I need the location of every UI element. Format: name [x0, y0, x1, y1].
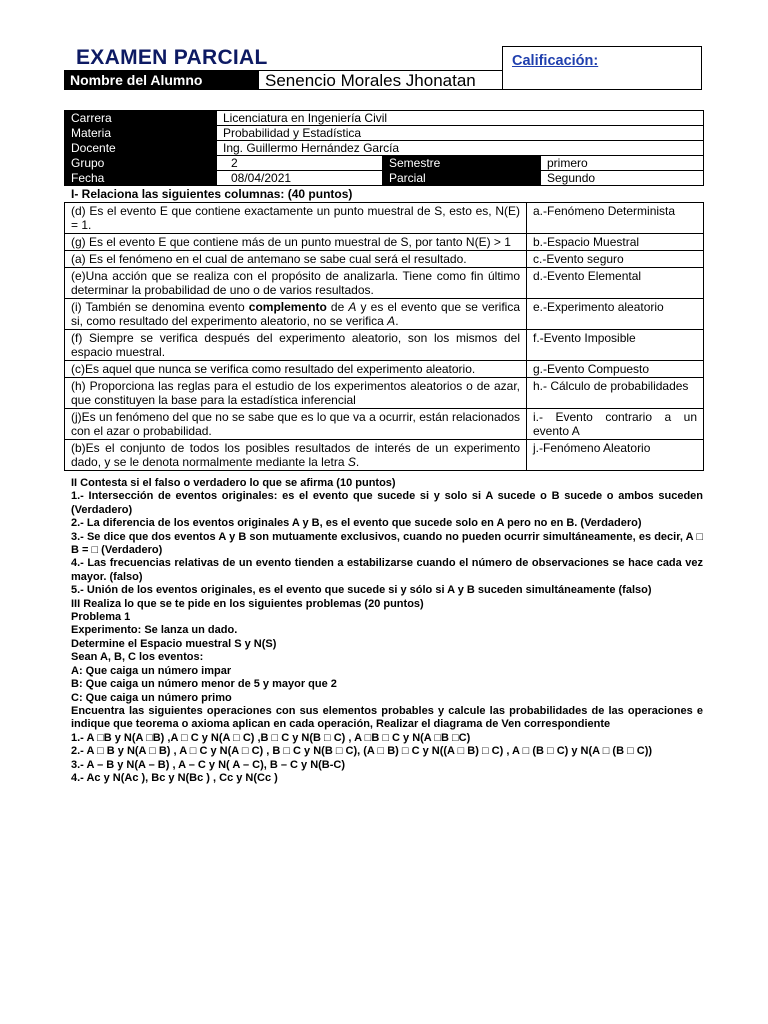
problem-line: C: Que caiga un número primo: [71, 691, 232, 704]
match-row: [65, 378, 704, 409]
def-italic: A: [348, 300, 357, 314]
section3-title: III Realiza lo que se te pide en los siguientes problemas (20 puntos): [71, 597, 424, 610]
problem-line: Problema 1: [71, 611, 131, 624]
problem-line: 2.- A □ B y N(A □ B) , A □ C y N(A □ C) , B □ C y N(B □ C), (A □ B) □ C y N((A □ B) □ C) , A □ (B □ C) y N(A □ (B □ C)): [71, 745, 653, 758]
match-term: a.-Fenómeno Determinista: [527, 203, 704, 234]
docente-value: Ing. Guillermo Hernández García: [217, 141, 704, 156]
tf-item: 4.- Las frecuencias relativas de un evento tienden a estabilizarse cuando el número de observaciones se hace cada vez mayor. (falso): [71, 557, 703, 583]
semestre-value: primero: [541, 156, 704, 171]
match-definition: (g) Es el evento E que contiene más de un punto muestral de S, por tanto N(E) > 1: [65, 234, 527, 251]
problem-line: Determine el Espacio muestral S y N(S): [71, 637, 277, 650]
def-italic: S: [347, 455, 356, 469]
tf-item: 5.- Unión de los eventos originales, es el evento que sucede si y sólo si A y B suceden simultáneamente (falso): [71, 584, 652, 597]
match-row: [65, 203, 704, 234]
def-text: (b)Es el conjunto de todos los posibles resultados de interés de un experimento dado, y se le denota normalmente mediante la letra: [71, 441, 520, 469]
info-row-docente: [65, 141, 704, 156]
materia-value: Probabilidad y Estadística: [217, 126, 704, 141]
match-definition: (f) Siempre se verifica después del experimento aleatorio, son los mismos del espacio muestral.: [65, 330, 527, 361]
def-bold: complemento: [248, 300, 327, 314]
def-text: .: [395, 314, 399, 328]
match-definition: (j)Es un fenómeno del que no se sabe que es lo que va a ocurrir, están relacionados con el azar o probabilidad.: [65, 409, 527, 440]
problem-line: Experimento: Se lanza un dado.: [71, 624, 238, 637]
problem-line: Encuentra las siguientes operaciones con sus elementos probables y calcule las probabilidades de las operaciones e indique que teorema o axioma aplican en cada operación, Realizar el diagrama de Ven correspondiente: [71, 704, 703, 731]
carrera-value: Licenciatura en Ingeniería Civil: [217, 111, 704, 126]
tf-item: 2.- La diferencia de los eventos originales A y B, es el evento que sucede solo en A pero no en B. (Verdadero): [71, 517, 642, 530]
problem-line: 4.- Ac y N(Ac ), Bc y N(Bc ) , Cc y N(Cc ): [71, 771, 278, 784]
def-text: .: [355, 455, 360, 469]
grupo-label: Grupo: [65, 156, 217, 171]
docente-label: Docente: [65, 141, 217, 156]
def-text: de: [326, 300, 349, 314]
def-text: y es el evento que se verifica si, como resultado del experimento aleatorio, no se verifica: [71, 300, 520, 328]
match-definition: [65, 440, 527, 471]
match-term: j.-Fenómeno Aleatorio: [527, 440, 704, 471]
match-definition: (a) Es el fenómeno en el cual de antemano se sabe cual será el resultado.: [65, 251, 527, 268]
parcial-label: Parcial: [383, 171, 541, 186]
match-row: [65, 361, 704, 378]
match-term: e.-Experimento aleatorio: [527, 299, 704, 330]
section1-title: I- Relaciona las siguientes columnas: (40 puntos): [71, 187, 353, 201]
match-row: [65, 299, 704, 330]
match-definition: (c)Es aquel que nunca se verifica como resultado del experimento aleatorio.: [65, 361, 527, 378]
problem-line: 3.- A – B y N(A – B) , A – C y N( A – C), B – C y N(B-C): [71, 758, 346, 771]
match-definition: (e)Una acción que se realiza con el propósito de analizarla. Tiene como fin último determinar la probabilidad de uno o de varios resultados.: [65, 268, 527, 299]
match-term: i.- Evento contrario a un evento A: [527, 409, 704, 440]
match-row: [65, 268, 704, 299]
match-term: g.-Evento Compuesto: [527, 361, 704, 378]
info-row-materia: [65, 126, 704, 141]
info-table: [64, 110, 704, 186]
def-text: (i) También se denomina evento: [71, 300, 249, 314]
section2-title: II Contesta si el falso o verdadero lo que se afirma (10 puntos): [71, 477, 396, 489]
match-term: h.- Cálculo de probabilidades: [527, 378, 704, 409]
questions-block: [71, 477, 703, 785]
info-row-carrera: [65, 111, 704, 126]
fecha-label: Fecha: [65, 171, 217, 186]
info-row-grupo: [65, 156, 704, 171]
match-row: [65, 440, 704, 471]
def-italic: A: [387, 314, 396, 328]
match-row: [65, 409, 704, 440]
match-term: d.-Evento Elemental: [527, 268, 704, 299]
match-definition: [65, 299, 527, 330]
match-term: f.-Evento Imposible: [527, 330, 704, 361]
info-row-fecha: [65, 171, 704, 186]
match-term: b.-Espacio Muestral: [527, 234, 704, 251]
grupo-value: 2: [217, 156, 383, 171]
tf-item: 3.- Se dice que dos eventos A y B son mutuamente exclusivos, cuando no pueden ocurrir simultáneamente, es decir, A □ B = □ (Verdadero): [71, 530, 703, 557]
carrera-label: Carrera: [65, 111, 217, 126]
calificacion-label: Calificación:: [512, 53, 599, 69]
match-definition: (h) Proporciona las reglas para el estudio de los experimentos aleatorios o de azar, que constituyen la base para la estadística inferencial: [65, 378, 527, 409]
tf-item: 1.- Intersección de eventos originales: es el evento que sucede si y solo si A sucede o B sucede o ambos suceden (Verdadero): [71, 490, 703, 516]
match-term: c.-Evento seguro: [527, 251, 704, 268]
match-row: [65, 234, 704, 251]
problem-line: Sean A, B, C los eventos:: [71, 651, 204, 664]
problem-line: B: Que caiga un número menor de 5 y mayor que 2: [71, 678, 337, 691]
problem-line: 1.- A □B y N(A □B) ,A □ C y N(A □ C) ,B □ C y N(B □ C) , A □B □ C y N(A □B □C): [71, 731, 471, 744]
parcial-value: Segundo: [541, 171, 704, 186]
student-name-label: Nombre del Alumno: [64, 70, 258, 90]
match-row: [65, 330, 704, 361]
matching-table: [64, 202, 704, 471]
materia-label: Materia: [65, 126, 217, 141]
student-name-value: Senencio Morales Jhonatan: [258, 70, 502, 90]
fecha-value: 08/04/2021: [217, 171, 383, 186]
match-row: [65, 251, 704, 268]
exam-title: EXAMEN PARCIAL: [76, 46, 268, 69]
problem-line: A: Que caiga un número impar: [71, 664, 232, 677]
semestre-label: Semestre: [383, 156, 541, 171]
match-definition: (d) Es el evento E que contiene exactamente un punto muestral de S, esto es, N(E) = 1.: [65, 203, 527, 234]
